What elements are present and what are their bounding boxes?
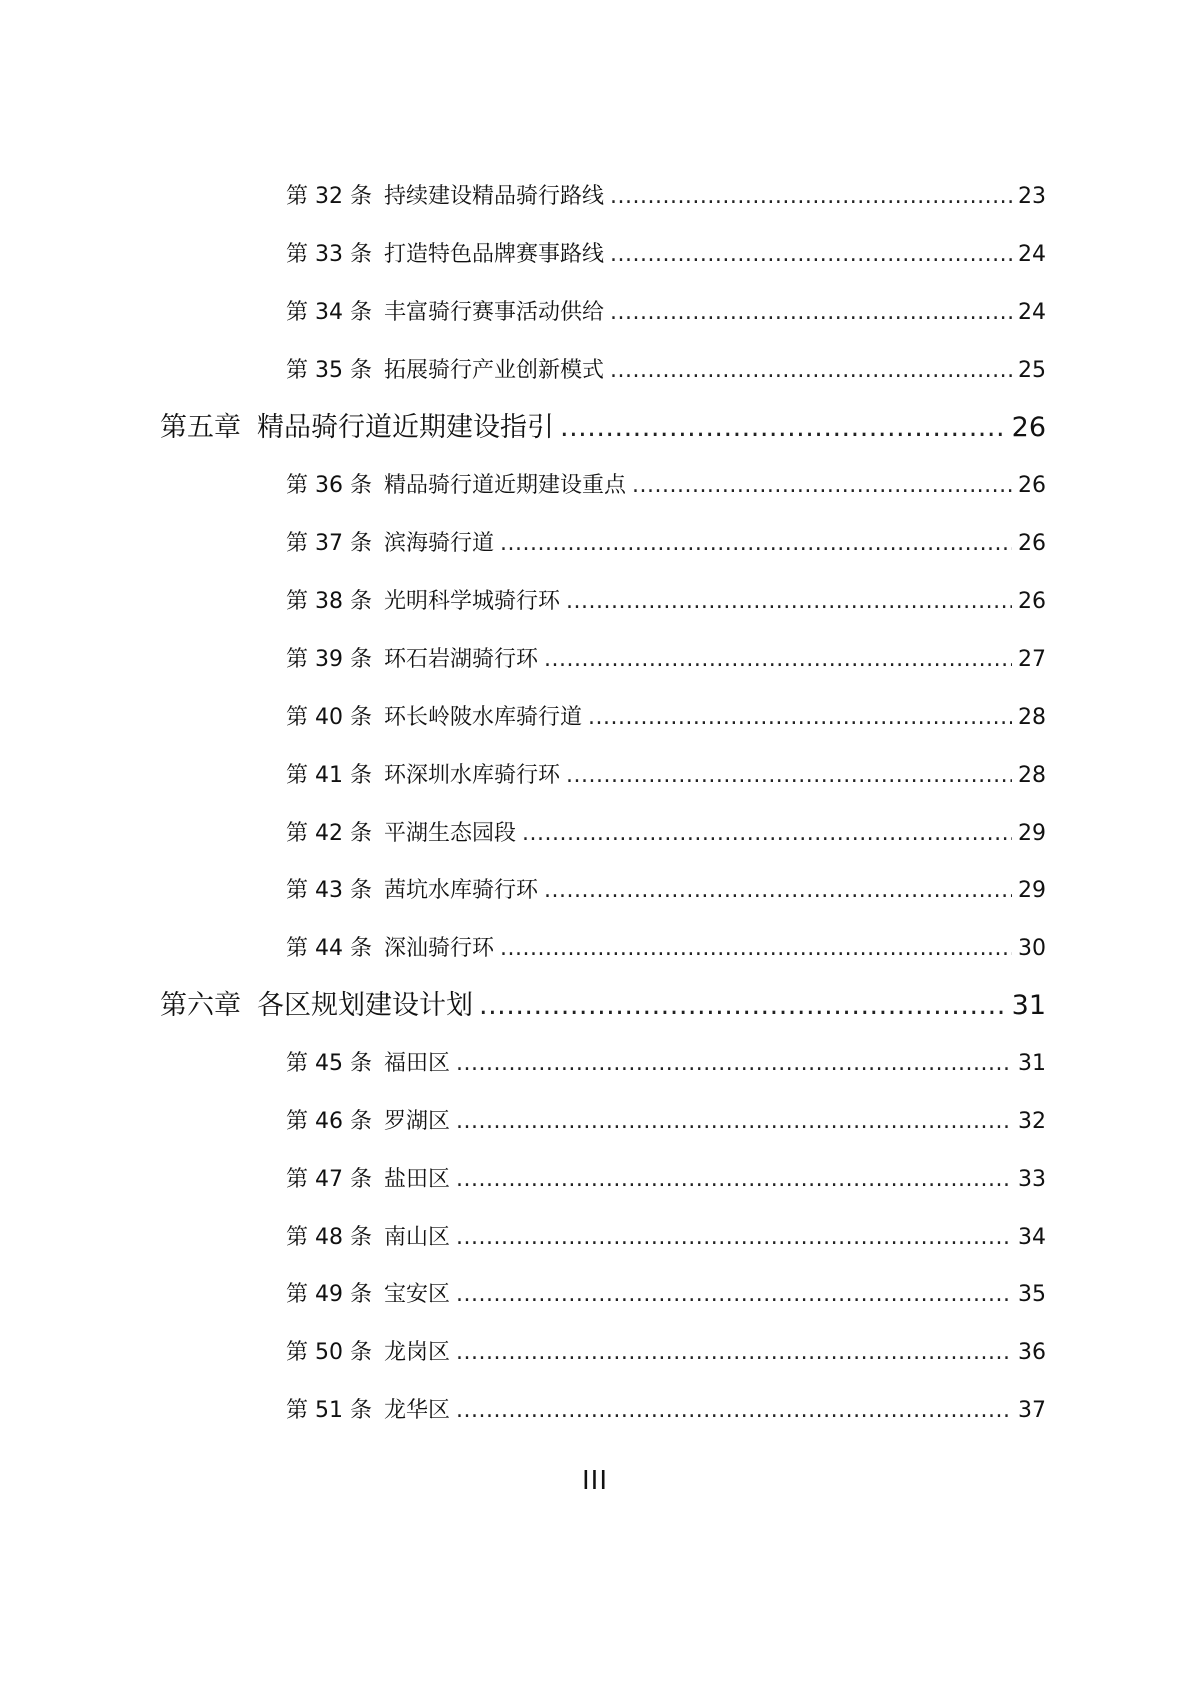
- entry-number: 第 34 条: [286, 300, 372, 325]
- entry-page: 34: [1018, 1225, 1046, 1250]
- entry-page: 26: [1018, 473, 1046, 498]
- entry-title: 南山区: [383, 1225, 450, 1250]
- entry-page: 24: [1018, 242, 1046, 267]
- entry-page: 33: [1018, 1167, 1046, 1192]
- entry-page: 23: [1018, 184, 1046, 209]
- toc-entry[interactable]: [286, 700, 1046, 736]
- chapter-page: 26: [1011, 412, 1046, 443]
- toc-entry[interactable]: [286, 1335, 1046, 1371]
- entry-title: 深汕骑行环: [383, 936, 494, 961]
- entry-title: 罗湖区: [383, 1109, 450, 1134]
- entry-page: 29: [1018, 878, 1046, 903]
- dot-leader: [456, 1220, 1012, 1256]
- toc-entry[interactable]: [286, 758, 1046, 794]
- entry-number: 第 49 条: [286, 1282, 372, 1307]
- entry-title: 精品骑行道近期建设重点: [383, 473, 626, 498]
- entry-title: 龙华区: [383, 1398, 450, 1423]
- dot-leader: [588, 700, 1012, 736]
- entry-number: 第 38 条: [286, 589, 372, 614]
- dot-leader: [456, 1046, 1012, 1082]
- entry-page: 28: [1018, 763, 1046, 788]
- entry-title: 龙岗区: [383, 1340, 450, 1365]
- entry-title: 持续建设精品骑行路线: [383, 184, 604, 209]
- dot-leader: [456, 1277, 1012, 1313]
- entry-number: 第 48 条: [286, 1225, 372, 1250]
- entry-page: 28: [1018, 705, 1046, 730]
- entry-number: 第 51 条: [286, 1398, 372, 1423]
- entry-page: 29: [1018, 821, 1046, 846]
- entry-title: 盐田区: [383, 1167, 450, 1192]
- entry-title: 滨海骑行道: [383, 531, 494, 556]
- toc-entry[interactable]: [286, 584, 1046, 620]
- toc-entry[interactable]: [286, 468, 1046, 504]
- entry-page: 31: [1018, 1051, 1046, 1076]
- toc-chapter[interactable]: [160, 986, 1046, 1026]
- entry-page: 30: [1018, 936, 1046, 961]
- entry-title: 拓展骑行产业创新模式: [383, 358, 604, 383]
- dot-leader: [632, 468, 1012, 504]
- entry-title: 福田区: [383, 1051, 450, 1076]
- entry-page: 27: [1018, 647, 1046, 672]
- entry-page: 25: [1018, 358, 1046, 383]
- entry-number: 第 39 条: [286, 647, 372, 672]
- toc-entry[interactable]: [286, 179, 1046, 215]
- toc-entry[interactable]: [286, 1220, 1046, 1256]
- entry-title: 环石岩湖骑行环: [383, 647, 538, 672]
- toc-entry[interactable]: [286, 873, 1046, 909]
- page-number-footer: III: [581, 1466, 608, 1496]
- toc-entry[interactable]: [286, 931, 1046, 967]
- chapter-number: 第六章: [160, 990, 241, 1021]
- entry-number: 第 42 条: [286, 821, 372, 846]
- entry-title: 宝安区: [383, 1282, 450, 1307]
- toc-entry[interactable]: [286, 353, 1046, 389]
- entry-page: 37: [1018, 1398, 1046, 1423]
- entry-number: 第 50 条: [286, 1340, 372, 1365]
- dot-leader: [610, 295, 1012, 331]
- dot-leader: [566, 758, 1012, 794]
- entry-title: 环深圳水库骑行环: [383, 763, 560, 788]
- toc-entry[interactable]: [286, 1162, 1046, 1198]
- toc-entry[interactable]: [286, 816, 1046, 852]
- chapter-title: 精品骑行道近期建设指引: [257, 412, 554, 443]
- entry-number: 第 47 条: [286, 1167, 372, 1192]
- dot-leader: [522, 816, 1012, 852]
- dot-leader: [544, 642, 1012, 678]
- entry-number: 第 40 条: [286, 705, 372, 730]
- toc-entry[interactable]: [286, 526, 1046, 562]
- entry-page: 24: [1018, 300, 1046, 325]
- chapter-number: 第五章: [160, 412, 241, 443]
- dot-leader: [610, 237, 1012, 273]
- entry-number: 第 43 条: [286, 878, 372, 903]
- entry-number: 第 32 条: [286, 184, 372, 209]
- entry-number: 第 44 条: [286, 936, 372, 961]
- entry-number: 第 36 条: [286, 473, 372, 498]
- toc-chapter[interactable]: [160, 408, 1046, 448]
- entry-number: 第 41 条: [286, 763, 372, 788]
- dot-leader: [456, 1104, 1012, 1140]
- entry-page: 35: [1018, 1282, 1046, 1307]
- entry-page: 32: [1018, 1109, 1046, 1134]
- entry-number: 第 46 条: [286, 1109, 372, 1134]
- dot-leader: [456, 1162, 1012, 1198]
- entry-page: 26: [1018, 589, 1046, 614]
- dot-leader: [610, 179, 1012, 215]
- entry-title: 丰富骑行赛事活动供给: [383, 300, 604, 325]
- chapter-title: 各区规划建设计划: [257, 990, 473, 1021]
- toc-entry[interactable]: [286, 1104, 1046, 1140]
- dot-leader: [566, 584, 1012, 620]
- dot-leader: [544, 873, 1012, 909]
- entry-number: 第 37 条: [286, 531, 372, 556]
- dot-leader: [456, 1393, 1012, 1429]
- dot-leader: [479, 986, 1006, 1026]
- toc-entry[interactable]: [286, 1046, 1046, 1082]
- toc-entry[interactable]: [286, 642, 1046, 678]
- dot-leader: [610, 353, 1012, 389]
- toc-entry[interactable]: [286, 295, 1046, 331]
- entry-number: 第 33 条: [286, 242, 372, 267]
- dot-leader: [500, 526, 1012, 562]
- toc-entry[interactable]: [286, 1277, 1046, 1313]
- entry-number: 第 35 条: [286, 358, 372, 383]
- entry-page: 26: [1018, 531, 1046, 556]
- entry-title: 打造特色品牌赛事路线: [383, 242, 604, 267]
- entry-title: 茜坑水库骑行环: [383, 878, 538, 903]
- entry-title: 光明科学城骑行环: [383, 589, 560, 614]
- entry-title: 环长岭陂水库骑行道: [383, 705, 582, 730]
- toc-entry[interactable]: [286, 237, 1046, 273]
- dot-leader: [560, 408, 1006, 448]
- toc-entry[interactable]: [286, 1393, 1046, 1429]
- entry-page: 36: [1018, 1340, 1046, 1365]
- entry-number: 第 45 条: [286, 1051, 372, 1076]
- entry-title: 平湖生态园段: [383, 821, 516, 846]
- dot-leader: [456, 1335, 1012, 1371]
- chapter-page: 31: [1011, 990, 1046, 1021]
- dot-leader: [500, 931, 1012, 967]
